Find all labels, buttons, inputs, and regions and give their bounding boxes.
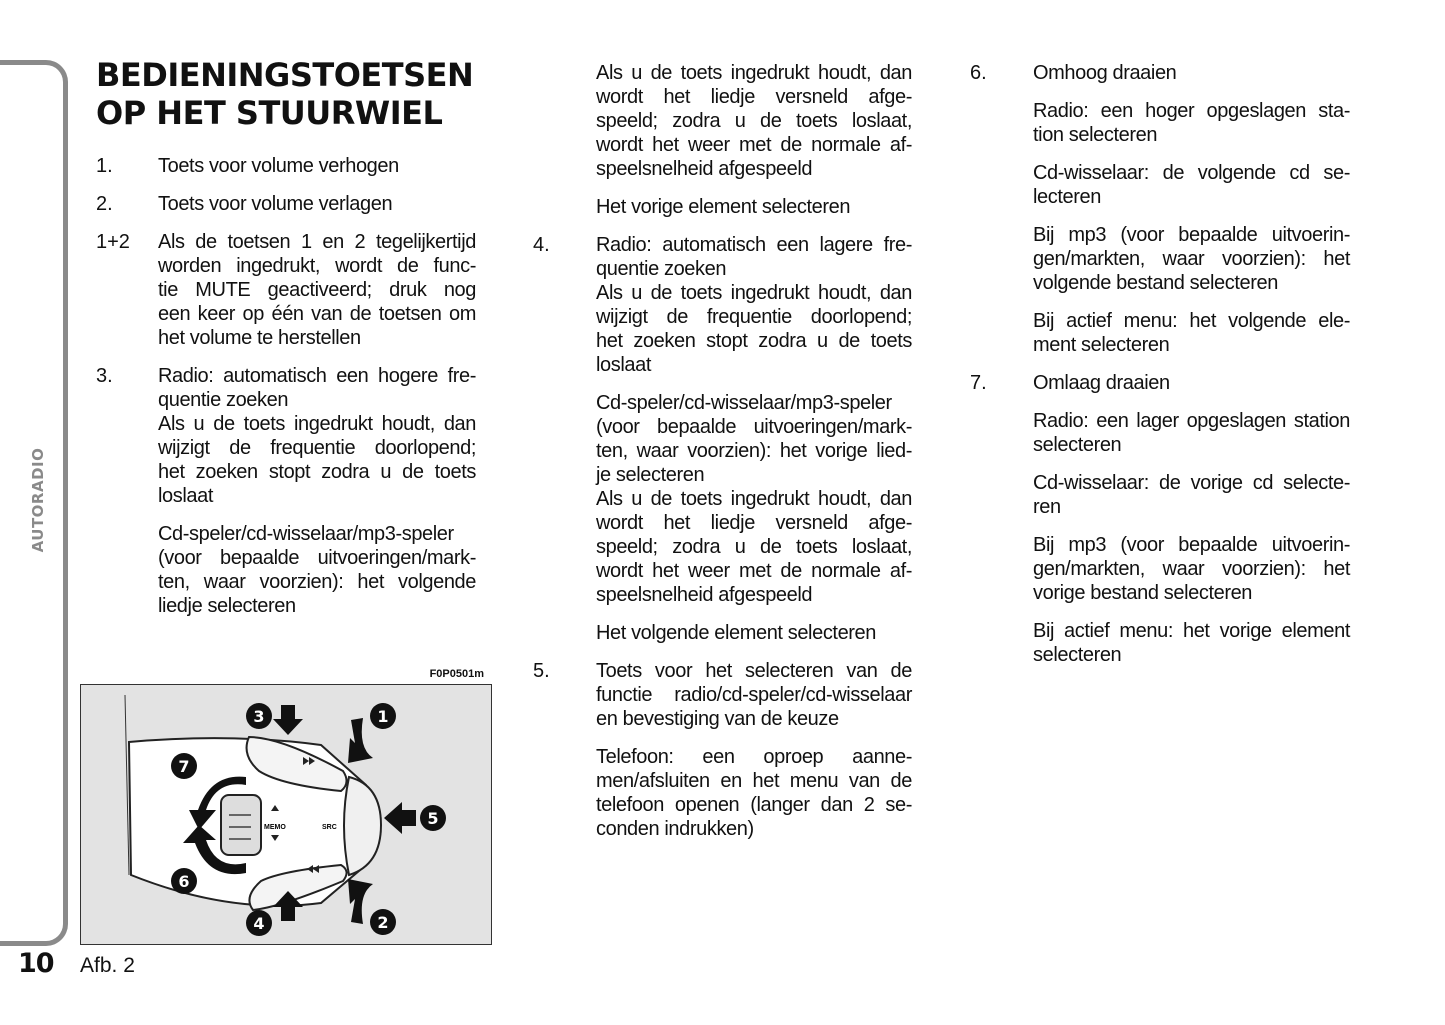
paragraph [1033,61,1350,85]
column-3 [970,61,1350,681]
callout-1: 1 [377,707,389,726]
arrow-3 [273,705,303,735]
text-line: het zoeken stopt zodra u de toets [158,461,476,483]
paragraph [158,522,476,618]
item-number: 5. [533,660,550,682]
list-item [96,192,476,216]
text-line: ren [1033,496,1061,518]
item-body [596,61,912,219]
text-line: gen/markten, waar voorzien): het [1033,558,1350,580]
text-line: tion selecteren [1033,124,1158,146]
text-line: Cd-wisselaar: de volgende cd se- [1033,162,1350,184]
text-line: Als u de toets ingedrukt houdt, dan [596,282,912,304]
section-tab-label: AUTORADIO [29,447,47,553]
text-line: Het vorige element selecteren [596,196,851,218]
paragraph [1033,161,1350,209]
text-line: telefoon openen (langer dan 2 se- [596,794,912,816]
page-title [96,56,473,132]
src-button [344,777,381,875]
paragraph [1033,223,1350,295]
text-line: wijzigt de frequentie doorlopend; [158,437,476,459]
title-line: OP HET STUURWIEL [96,94,443,132]
text-line: wordt het liedje versneld afge- [596,86,912,108]
text-line: selecteren [1033,644,1122,666]
text-line: conden indrukken) [596,818,754,840]
paragraph [596,61,912,181]
paragraph [1033,619,1350,667]
text-line: vorige bestand selecteren [1033,582,1253,604]
text-line: Als u de toets ingedrukt houdt, dan [596,62,912,84]
paragraph [158,230,476,350]
text-line: Toets voor volume verhogen [158,155,399,177]
steering-stalk-illustration [81,685,490,943]
item-number: 1+2 [96,231,130,253]
paragraph [158,192,476,216]
text-line: Cd-speler/cd-wisselaar/mp3-speler [596,392,892,414]
paragraph [596,195,912,219]
paragraph [596,391,912,607]
callout-2: 2 [377,913,389,932]
text-line: (voor bepaalde uitvoeringen/mark- [596,416,912,438]
figure-steering-controls [80,684,492,945]
text-line: Bij mp3 (voor bepaalde uitvoerin- [1033,224,1350,246]
text-line: een keer op één van de toetsen om [158,303,476,325]
text-line: en bevestiging van de keuze [596,708,839,730]
src-label: SRC [322,824,337,831]
text-line: wordt het liedje versneld afge- [596,512,912,534]
text-line: selecteren [1033,434,1122,456]
text-line: het volume te herstellen [158,327,361,349]
text-line: quentie zoeken [158,389,289,411]
list-item [96,154,476,178]
callout-5: 5 [427,809,439,828]
text-line: lecteren [1033,186,1101,208]
text-line: wijzigt de frequentie doorlopend; [596,306,912,328]
item-number: 1. [96,155,113,177]
callout-7: 7 [178,757,190,776]
text-line: speelsnelheid afgespeeld [596,158,813,180]
text-line: Bij mp3 (voor bepaalde uitvoerin- [1033,534,1350,556]
arrow-2 [348,879,373,924]
list-item [96,230,476,350]
item-body [596,659,912,841]
list-item [533,61,912,219]
text-line: Als u de toets ingedrukt houdt, dan [158,413,476,435]
text-line: loslaat [158,485,214,507]
text-line: Toets voor het selecteren van de [596,660,912,682]
text-line: Als u de toets ingedrukt houdt, dan [596,488,912,510]
text-line: loslaat [596,354,652,376]
text-line: speelsnelheid afgespeeld [596,584,813,606]
callout-4: 4 [253,914,265,933]
paragraph [596,659,912,731]
text-line: Bij actief menu: het volgende ele- [1033,310,1350,332]
text-line: Telefoon: een oproep aanne- [596,746,912,768]
text-line: speeld; zodra u de toets loslaat, [596,536,912,558]
text-line: men/afsluiten en het menu van de [596,770,912,792]
text-line: Radio: een hoger opgeslagen sta- [1033,100,1350,122]
text-line: worden ingedrukt, wordt de func- [158,255,476,277]
text-line: Omhoog draaien [1033,62,1177,84]
item-body [1033,61,1350,357]
paragraph [158,154,476,178]
text-line: speeld; zodra u de toets loslaat, [596,110,912,132]
arrow-1 [348,718,373,763]
text-line: Cd-wisselaar: de vorige cd selecte- [1033,472,1350,494]
column-1 [96,154,476,632]
item-number: 7. [970,372,987,394]
memo-wheel [221,795,261,855]
text-line: het zoeken stopt zodra u de toets [596,330,912,352]
paragraph [1033,533,1350,605]
item-number [533,61,596,219]
text-line: ten, waar voorzien): het vorige lied- [596,440,912,462]
paragraph [158,364,476,508]
text-line: functie radio/cd-speler/cd-wisselaar [596,684,912,706]
list-item [533,659,912,841]
figure-caption: Afb. 2 [80,954,135,977]
text-line: wordt het weer met de normale af- [596,134,912,156]
text-line: Radio: automatisch een lagere fre- [596,234,912,256]
paragraph [596,745,912,841]
title-line: BEDIENINGSTOETSEN [96,56,474,94]
text-line: volgende bestand selecteren [1033,272,1278,294]
item-body [1033,371,1350,667]
paragraph [596,233,912,377]
list-item [970,371,1350,667]
arrow-5 [384,802,416,834]
text-line: quentie zoeken [596,258,727,280]
paragraph [1033,371,1350,395]
column-2 [533,61,912,855]
text-line: ten, waar voorzien): het volgende [158,571,476,593]
paragraph [1033,471,1350,519]
item-body [158,154,476,178]
list-item [970,61,1350,357]
paragraph [1033,99,1350,147]
figure-code: F0P0501m [429,668,484,680]
text-line: je selecteren [596,464,705,486]
text-line: (voor bepaalde uitvoeringen/mark- [158,547,476,569]
text-line: Radio: een lager opgeslagen station [1033,410,1350,432]
item-number: 3. [96,365,113,387]
page-number: 10 [18,948,54,979]
text-line: liedje selecteren [158,595,296,617]
item-body [158,364,476,618]
item-body [596,233,912,645]
text-line: Het volgende element selecteren [596,622,877,644]
item-body [158,192,476,216]
list-item [533,233,912,645]
text-line: Radio: automatisch een hogere fre- [158,365,476,387]
text-line: wordt het weer met de normale af- [596,560,912,582]
text-line: ment selecteren [1033,334,1170,356]
paragraph [1033,309,1350,357]
paragraph [1033,409,1350,457]
text-line: Bij actief menu: het vorige element [1033,620,1350,642]
text-line: Omlaag draaien [1033,372,1170,394]
text-line: Als de toetsen 1 en 2 tegelijkertijd [158,231,476,253]
item-number: 2. [96,193,113,215]
list-item [96,364,476,618]
item-number: 4. [533,234,550,256]
item-number: 6. [970,62,987,84]
text-line: Toets voor volume verlagen [158,193,393,215]
callout-6: 6 [178,872,190,891]
item-body [158,230,476,350]
memo-label: MEMO [264,824,286,831]
text-line: Cd-speler/cd-wisselaar/mp3-speler [158,523,454,545]
text-line: tie MUTE geactiveerd; druk nog [158,279,476,301]
paragraph [596,621,912,645]
text-line: gen/markten, waar voorzien): het [1033,248,1350,270]
callout-3: 3 [253,707,265,726]
